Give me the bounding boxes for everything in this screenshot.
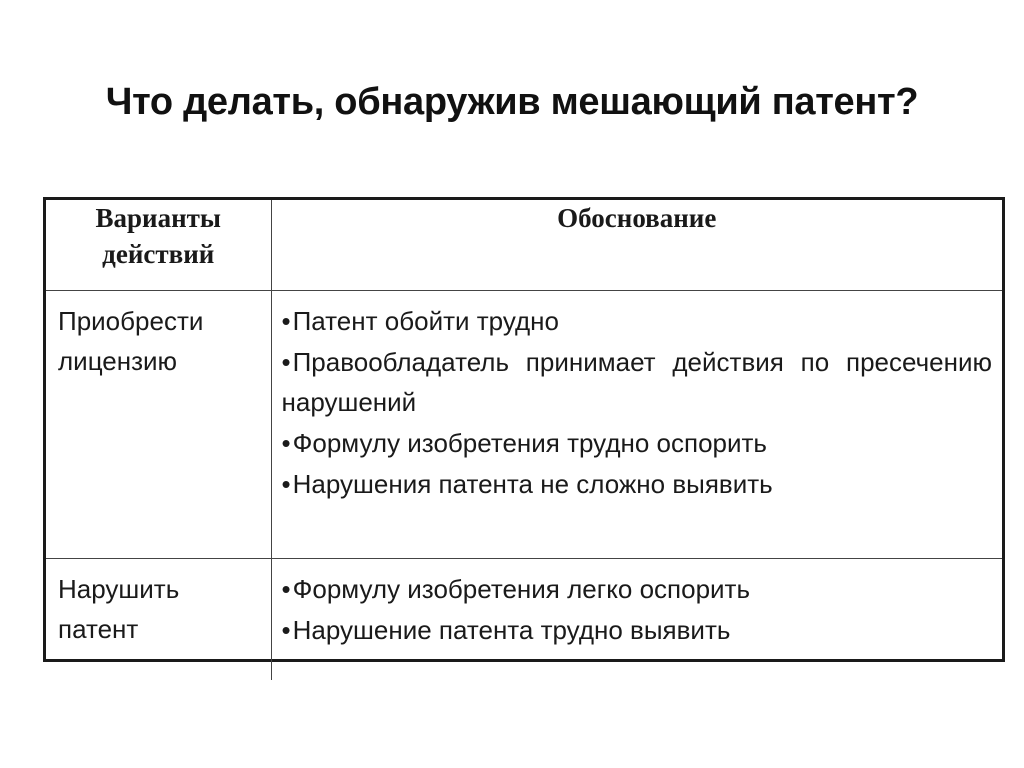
reason-item [282, 569, 993, 609]
bullet-icon: • [281, 574, 291, 604]
action-label-line1: Приобрести [58, 306, 204, 336]
action-label-line2: лицензию [58, 346, 178, 376]
reason-cell [271, 559, 1002, 681]
reason-list [282, 569, 993, 650]
bullet-icon: • [281, 428, 291, 458]
bullet-icon: • [281, 615, 291, 645]
table-row [46, 559, 1002, 681]
reason-cell [271, 291, 1002, 559]
reason-text: Формулу изобретения трудно оспорить [292, 428, 767, 458]
table-header-row [46, 200, 1002, 291]
options-table-grid [46, 200, 1002, 680]
header-actions-line2: действий [102, 239, 215, 269]
options-table [43, 197, 1005, 662]
reason-text: Нарушения патента не сложно выявить [292, 469, 773, 499]
header-actions-line1: Варианты [95, 203, 221, 233]
header-cell-justification [271, 200, 1002, 291]
reason-item [282, 423, 993, 463]
reason-text: Формулу изобретения легко оспорить [292, 574, 751, 604]
header-justification-label: Обоснование [557, 203, 717, 233]
reason-item [282, 464, 993, 504]
reason-list [282, 301, 993, 504]
reason-item [282, 342, 993, 422]
action-cell [46, 559, 271, 681]
action-label-line1: Нарушить [58, 574, 180, 604]
slide-title: Что делать, обнаружив мешающий патент? [105, 81, 919, 123]
bullet-icon: • [281, 306, 291, 336]
action-label-line2: патент [58, 614, 139, 644]
reason-item [282, 301, 993, 341]
reason-text: Нарушение патента трудно выявить [292, 615, 731, 645]
table-row [46, 291, 1002, 559]
bullet-icon: • [281, 347, 291, 377]
header-cell-actions [46, 200, 271, 291]
bullet-icon: • [281, 469, 291, 499]
reason-text: Патент обойти трудно [292, 306, 559, 336]
reason-item [282, 610, 993, 650]
reason-text: Правообладатель принимает действия по пресечению нарушений [281, 347, 992, 417]
action-cell [46, 291, 271, 559]
